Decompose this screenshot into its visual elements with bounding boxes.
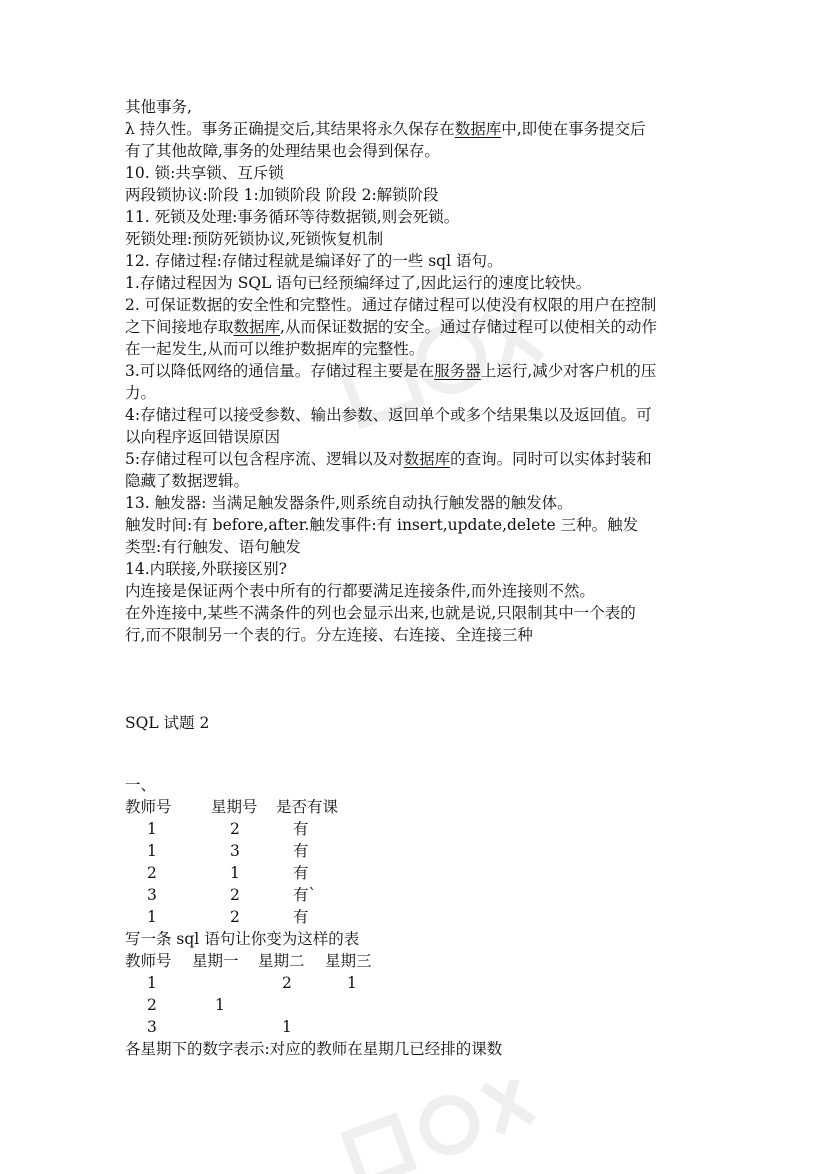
- table2-cell: 1: [347, 974, 357, 992]
- text-line: 14.内联接,外联接区别?: [125, 560, 287, 578]
- text-line: 1.存储过程因为 SQL 语句已经预编绎过了,因此运行的速度比较快。: [125, 274, 592, 292]
- table2-cell: 1: [215, 996, 225, 1014]
- text-segment: 中,即使在事务提交后: [501, 120, 646, 138]
- instruction-line: [125, 928, 715, 950]
- text-line: 类型:有行触发、语句触发: [125, 538, 301, 556]
- table1-cell: 2: [147, 864, 157, 882]
- text-line: 两段锁协议:阶段 1:加锁阶段 阶段 2:解锁阶段: [125, 186, 439, 204]
- text-line: 隐藏了数据逻辑。: [125, 472, 250, 490]
- table2-row: [125, 1016, 715, 1038]
- text-line: 10. 锁:共享锁、互斥锁: [125, 164, 284, 182]
- watermark-icon: [330, 1080, 570, 1174]
- text-line: 死锁处理:预防死锁协议,死锁恢复机制: [125, 230, 384, 248]
- text-line: [125, 448, 715, 470]
- text-segment: λ 持久性。事务正确提交后,其结果将永久保存在: [125, 120, 455, 138]
- table2-cell: 1: [147, 974, 157, 992]
- table1-row: [125, 884, 715, 906]
- text-segment: 之下间接地存取: [125, 318, 234, 336]
- link-database[interactable]: 数据库: [233, 318, 281, 336]
- table2-header-cell: 星期二: [258, 952, 305, 970]
- table1-cell: 有: [293, 908, 309, 926]
- text-line: 其他事务,: [125, 98, 192, 116]
- text-line: 有了其他故障,事务的处理结果也会得到保存。: [125, 142, 440, 160]
- instruction-text: 写一条 sql 语句让你变为这样的表: [125, 930, 360, 948]
- exercise-number-text: 一、: [125, 776, 157, 794]
- exercise-section: [125, 774, 715, 1060]
- text-segment: ,从而保证数据的安全。通过存储过程可以使相关的动作: [280, 318, 657, 336]
- table1-cell: 3: [230, 842, 240, 860]
- text-segment: 上运行,减少对客户机的压: [480, 362, 657, 380]
- text-line: 13. 触发器: 当满足触发器条件,则系统自动执行触发器的触发体。: [125, 494, 573, 512]
- text-line: 触发时间:有 before,after.触发事件:有 insert,update,delete 三种。触发: [125, 516, 639, 534]
- table2-row: [125, 972, 715, 994]
- text-line: 在外连接中,某些不满条件的列也会显示出来,也就是说,只限制其中一个表的: [125, 604, 636, 622]
- link-database[interactable]: 数据库: [403, 450, 451, 468]
- text-line: [125, 118, 715, 140]
- table1-cell: 1: [147, 820, 157, 838]
- table2-cell: 3: [147, 1018, 157, 1036]
- table1-row: [125, 862, 715, 884]
- table1-cell: 有: [293, 842, 309, 860]
- table1-header: [125, 796, 715, 818]
- text-line: 2. 可保证数据的安全性和完整性。通过存储过程可以使没有权限的用户在控制: [125, 296, 657, 314]
- table1-header-cell: 星期号: [211, 798, 258, 816]
- table2-header-cell: 教师号: [125, 952, 172, 970]
- note-text: 各星期下的数字表示:对应的教师在星期几已经排的课数: [125, 1040, 503, 1058]
- link-database[interactable]: 数据库: [454, 120, 502, 138]
- table1-cell: 有: [293, 820, 309, 838]
- table1-cell: 有`: [293, 886, 317, 904]
- text-segment: 的查询。同时可以实体封装和: [450, 450, 652, 468]
- table1-cell: 1: [147, 908, 157, 926]
- text-line: 12. 存储过程:存储过程就是编译好了的一些 sql 语句。: [125, 252, 503, 270]
- table1-cell: 2: [230, 886, 240, 904]
- table1-row: [125, 818, 715, 840]
- table2-header-cell: 星期三: [325, 952, 372, 970]
- table1-header-cell: 是否有课: [276, 798, 339, 816]
- text-segment: 5:存储过程可以包含程序流、逻辑以及对: [125, 450, 404, 468]
- exercise-number: [125, 774, 715, 796]
- table1-cell: 2: [230, 820, 240, 838]
- text-line: 力。: [125, 384, 157, 402]
- table2-cell: 1: [282, 1018, 292, 1036]
- table1-row: [125, 906, 715, 928]
- table2-row: [125, 994, 715, 1016]
- text-line: [125, 316, 715, 338]
- table1-header-cell: 教师号: [125, 798, 172, 816]
- text-line: 行,而不限制另一个表的行。分左连接、右连接、全连接三种: [125, 626, 533, 644]
- table1-cell: 1: [230, 864, 240, 882]
- table1-cell: 1: [147, 842, 157, 860]
- table2-header: [125, 950, 715, 972]
- table1-cell: 有: [293, 864, 309, 882]
- section-title: SQL 试题 2: [125, 714, 210, 732]
- text-line: 11. 死锁及处理:事务循环等待数据锁,则会死锁。: [125, 208, 460, 226]
- note-line: [125, 1038, 715, 1060]
- table1-cell: 2: [230, 908, 240, 926]
- text-line: 内连接是保证两个表中所有的行都要满足连接条件,而外连接则不然。: [125, 582, 595, 600]
- table2-cell: 2: [147, 996, 157, 1014]
- body-text: [125, 96, 715, 646]
- table2-header-cell: 星期一: [192, 952, 239, 970]
- text-line: [125, 360, 715, 382]
- text-line: 4:存储过程可以接受参数、输出参数、返回单个或多个结果集以及返回值。可: [125, 406, 652, 424]
- table2-cell: 2: [282, 974, 292, 992]
- text-line: 以向程序返回错误原因: [125, 428, 281, 446]
- link-server[interactable]: 服务器: [434, 362, 481, 380]
- text-line: 在一起发生,从而可以维护数据库的完整性。: [125, 340, 425, 358]
- table1-cell: 3: [147, 886, 157, 904]
- table1-row: [125, 840, 715, 862]
- text-segment: 3.可以降低网络的通信量。存储过程主要是在: [125, 362, 435, 380]
